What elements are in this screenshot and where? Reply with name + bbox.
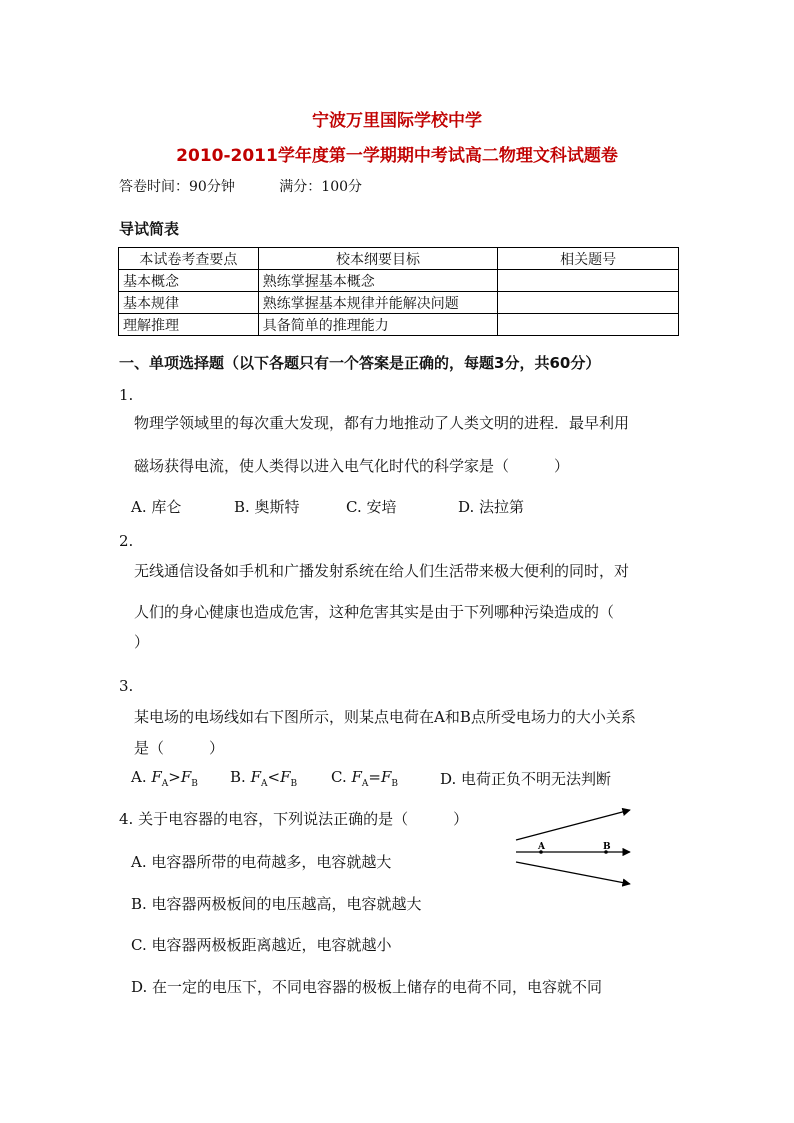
table-row — [119, 270, 679, 292]
table-cell — [498, 270, 679, 292]
question-text: 某电场的电场线如右下图所示，则某点电荷在A和B点所受电场力的大小关系 — [134, 708, 636, 726]
option-c: C. 电容器两极板距离越近，电容就越小 — [131, 936, 392, 954]
point-b-label: B — [603, 842, 611, 852]
option-d: D. 电荷正负不明无法判断 — [440, 770, 612, 788]
option-a: A. 电容器所带的电荷越多，电容就越大 — [131, 853, 392, 871]
option-d: D. 在一定的电压下，不同电容器的极板上储存的电荷不同，电容就不同 — [131, 978, 603, 996]
column-header: 校本纲要目标 — [258, 248, 498, 270]
table-cell: 具备简单的推理能力 — [258, 314, 498, 336]
table-cell: 基本规律 — [119, 292, 259, 314]
option-b: B. 奥斯特 — [234, 498, 300, 516]
column-header: 本试卷考查要点 — [119, 248, 259, 270]
field-line-upper — [516, 810, 630, 840]
option-b: B. $F_A<F_B$ — [230, 768, 298, 789]
question-text: 4. 关于电容器的电容，下列说法正确的是（ ） — [119, 810, 469, 828]
question-text: ） — [134, 633, 150, 651]
exam-time: 答卷时间：90分钟 — [119, 179, 235, 195]
table-cell: 熟练掌握基本规律并能解决问题 — [258, 292, 498, 314]
option-a: A. 库仑 — [131, 498, 182, 516]
table-cell — [498, 292, 679, 314]
option-c: C. 安培 — [346, 498, 397, 516]
guide-heading: 导试简表 — [119, 220, 180, 238]
exam-score: 满分：100分 — [279, 179, 363, 195]
option-d: D. 法拉第 — [458, 498, 525, 516]
question-number: 2. — [119, 532, 134, 550]
table-cell: 基本概念 — [119, 270, 259, 292]
school-name: 宁波万里国际学校中学 — [312, 111, 482, 131]
table-cell: 理解推理 — [119, 314, 259, 336]
question-text: 是（ ） — [134, 739, 225, 757]
table-header-row — [119, 248, 679, 270]
option-b: B. 电容器两极板间的电压越高，电容就越大 — [131, 895, 422, 913]
field-line-lower — [516, 862, 630, 884]
point-a-label: A — [538, 842, 545, 852]
question-text: 人们的身心健康也造成危害，这种危害其实是由于下列哪种污染造成的（ — [134, 603, 615, 621]
question-text: 无线通信设备如手机和广播发射系统在给人们生活带来极大便利的同时，对 — [134, 562, 630, 580]
column-header: 相关题号 — [498, 248, 679, 270]
exam-title: 2010-2011学年度第一学期期中考试高二物理文科试题卷 — [176, 146, 618, 166]
table-cell — [498, 314, 679, 336]
table-row — [119, 314, 679, 336]
question-text: 磁场获得电流，使人类得以进入电气化时代的科学家是（ ） — [134, 457, 570, 475]
option-c: C. $F_A=F_B$ — [331, 768, 399, 789]
question-number: 1. — [119, 386, 134, 404]
field-lines-figure — [510, 800, 640, 895]
guide-table — [118, 247, 679, 336]
option-a: A. $F_A>F_B$ — [131, 768, 198, 789]
exam-meta — [119, 176, 362, 196]
section-heading: 一、单项选择题（以下各题只有一个答案是正确的，每题3分，共60分） — [119, 354, 601, 372]
question-number: 3. — [119, 677, 134, 695]
table-cell: 熟练掌握基本概念 — [258, 270, 498, 292]
question-text: 物理学领域里的每次重大发现，都有力地推动了人类文明的进程．最早利用 — [134, 414, 630, 432]
table-row — [119, 292, 679, 314]
